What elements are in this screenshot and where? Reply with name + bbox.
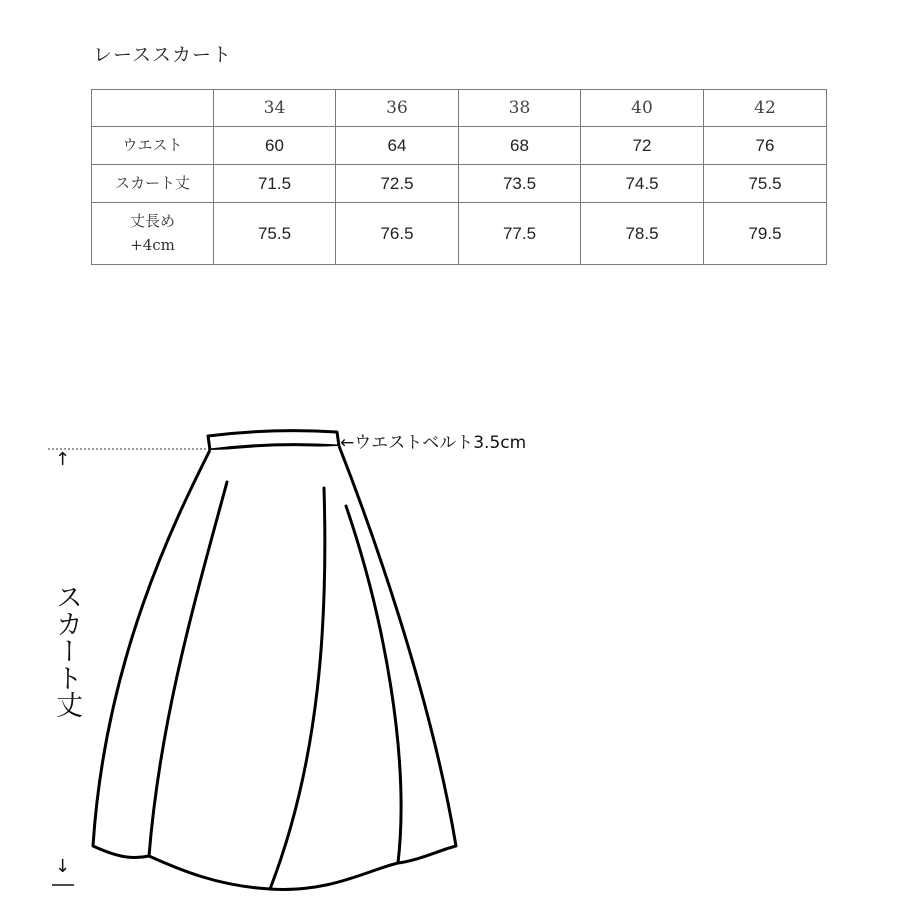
table-cell: 78.5 bbox=[581, 203, 704, 265]
table-cell: 72.5 bbox=[336, 165, 459, 203]
table-cell: 73.5 bbox=[459, 165, 581, 203]
table-cell: 77.5 bbox=[459, 203, 581, 265]
arrow-down-icon: ↓ bbox=[55, 856, 71, 877]
table-cell: 71.5 bbox=[214, 165, 336, 203]
table-header-size-42: 42 bbox=[704, 90, 827, 127]
row-label-line: +4cm bbox=[130, 235, 175, 254]
table-cell: 68 bbox=[459, 127, 581, 165]
table-cell: 76.5 bbox=[336, 203, 459, 265]
table-cell: 60 bbox=[214, 127, 336, 165]
skirt-length-label: スカート丈 bbox=[51, 583, 82, 718]
table-header-size-38: 38 bbox=[459, 90, 581, 127]
table-header-size-40: 40 bbox=[581, 90, 704, 127]
table-cell: 64 bbox=[336, 127, 459, 165]
row-label-line: 丈長め bbox=[129, 212, 175, 231]
document-title: レーススカート bbox=[93, 44, 233, 66]
arrow-up-icon: ↑ bbox=[55, 449, 71, 470]
row-label-line: ウエスト bbox=[122, 135, 183, 154]
table-cell: 75.5 bbox=[214, 203, 336, 265]
row-label-line: スカート丈 bbox=[114, 173, 190, 192]
table-cell: 72 bbox=[581, 127, 704, 165]
table-header-size-34: 34 bbox=[214, 90, 336, 127]
table-cell: 74.5 bbox=[581, 165, 704, 203]
table-header-size-36: 36 bbox=[336, 90, 459, 127]
table-cell: 75.5 bbox=[704, 165, 827, 203]
table-cell: 76 bbox=[704, 127, 827, 165]
waistband-note: ←ウエストベルト3.5cm bbox=[340, 433, 527, 453]
table-cell: 79.5 bbox=[704, 203, 827, 265]
